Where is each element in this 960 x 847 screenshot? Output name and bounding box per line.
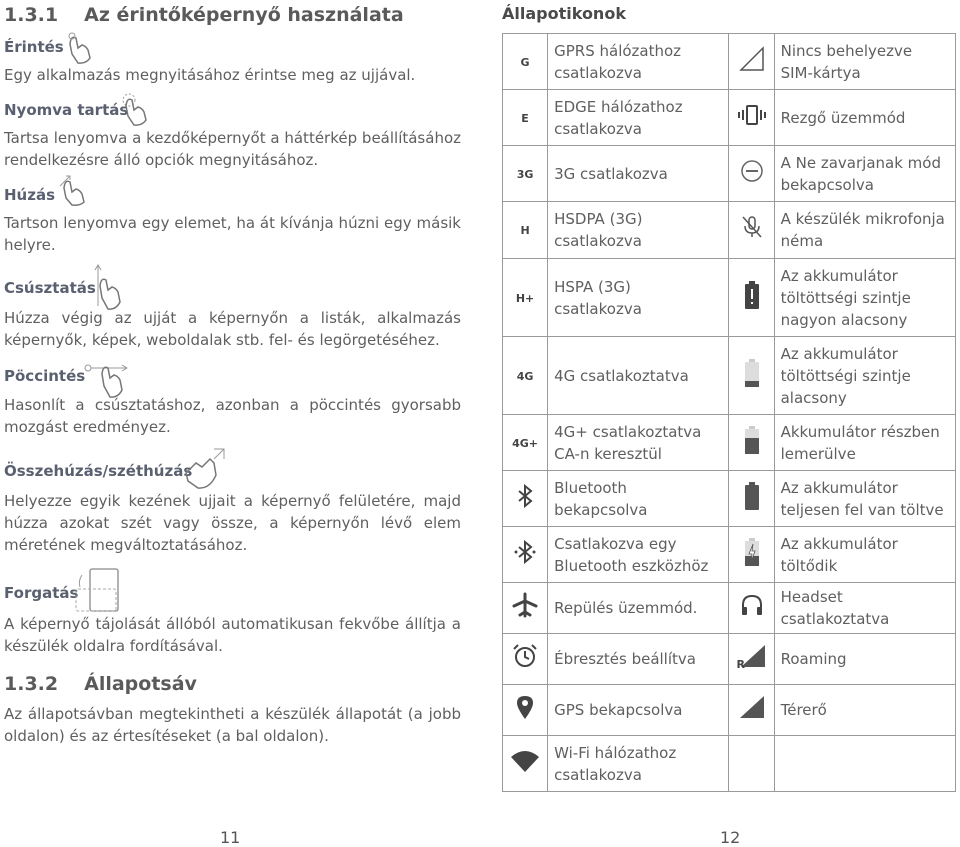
status-icons-table xyxy=(502,33,956,792)
airplane-icon xyxy=(503,583,548,634)
row-text: GPS bekapcsolva xyxy=(548,685,729,736)
row-text: Headset csatlakoztatva xyxy=(774,583,955,634)
row-text xyxy=(774,736,955,792)
table-row xyxy=(503,202,956,259)
press-hold-hand-icon xyxy=(118,92,152,126)
pinch-hand-icon xyxy=(180,445,228,491)
battery-charging-icon xyxy=(729,527,774,583)
row-text: 4G csatlakoztatva xyxy=(548,337,729,415)
table-row xyxy=(503,90,956,146)
table-row xyxy=(503,259,956,337)
gesture-title-press: Nyomva tartás xyxy=(4,101,129,119)
gesture-title-flick: Pöccintés xyxy=(4,367,86,385)
gps-icon xyxy=(503,685,548,736)
table-row xyxy=(503,337,956,415)
gesture-title-rotate: Forgatás xyxy=(4,584,79,602)
gesture-title-pinch: Összehúzás/széthúzás xyxy=(4,462,193,480)
table-row xyxy=(503,685,956,736)
page-number-left: 11 xyxy=(220,828,241,847)
rotate-phone-icon xyxy=(72,567,124,613)
gesture-text-flick: Hasonlít a csúsztatáshoz, azonban a pöccintés gyorsabb mozgást eredményez. xyxy=(4,396,461,436)
no-sim-icon xyxy=(729,34,774,90)
section2-title: 1.3.2 Állapotsáv xyxy=(4,673,197,695)
bluetooth-icon xyxy=(503,471,548,527)
4g-icon: 4G xyxy=(503,337,548,415)
row-text: A készülék mikrofonja néma xyxy=(774,202,955,259)
signal-icon xyxy=(729,685,774,736)
gesture-text-rotate: A képernyő tájolását állóból automatikusan fekvőbe állítja a készülék oldalra fordításával. xyxy=(4,615,461,655)
row-text: Wi-Fi hálózathoz csatlakozva xyxy=(548,736,729,792)
section2-text: Az állapotsávban megtekintheti a készülék állapotát (a jobb oldalon) és az értesítéseket (a bal oldalon). xyxy=(4,705,461,745)
gesture-title-drag: Húzás xyxy=(4,186,56,204)
table-row xyxy=(503,471,956,527)
table-row xyxy=(503,736,956,792)
row-text: Rezgő üzemmód xyxy=(774,90,955,146)
bluetooth-connected-icon xyxy=(503,527,548,583)
edge-icon: E xyxy=(503,90,548,146)
table-row xyxy=(503,415,956,471)
mic-muted-icon xyxy=(729,202,774,259)
gesture-text-drag: Tartson lenyomva egy elemet, ha át kívánja húzni egy másik helyre. xyxy=(4,214,461,254)
battery-partial-icon xyxy=(729,415,774,471)
empty-cell xyxy=(729,736,774,792)
gesture-text-pinch: Helyezze egyik kezének ujjait a képernyő felületére, majd húzza azokat szét vagy össze, a képernyőn lévő elem méretének megváltoztatásához. xyxy=(4,492,461,554)
table-row xyxy=(503,527,956,583)
table-row xyxy=(503,583,956,634)
table-row xyxy=(503,34,956,90)
3g-icon: 3G xyxy=(503,146,548,202)
row-text: Csatlakozva egy Bluetooth eszközhöz xyxy=(548,527,729,583)
battery-full-icon xyxy=(729,471,774,527)
battery-very-low-icon xyxy=(729,259,774,337)
row-text: Nincs behelyezve SIM-kártya xyxy=(774,34,955,90)
row-text: EDGE hálózathoz csatlakozva xyxy=(548,90,729,146)
slide-hand-icon xyxy=(88,262,128,312)
row-text: Az akkumulátor teljesen fel van töltve xyxy=(774,471,955,527)
row-text: Az akkumulátor töltöttségi szintje alacsony xyxy=(774,337,955,415)
row-text: Bluetooth bekapcsolva xyxy=(548,471,729,527)
gesture-title-slide: Csúsztatás xyxy=(4,279,96,297)
row-text: Az akkumulátor töltődik xyxy=(774,527,955,583)
row-text: Repülés üzemmód. xyxy=(548,583,729,634)
row-text: Az akkumulátor töltöttségi szintje nagyon alacsony xyxy=(774,259,955,337)
gesture-text-tap: Egy alkalmazás megnyitásához érintse meg az ujjával. xyxy=(4,66,416,84)
gprs-icon: G xyxy=(503,34,548,90)
row-text: HSDPA (3G) csatlakozva xyxy=(548,202,729,259)
row-text: Ébresztés beállítva xyxy=(548,634,729,685)
do-not-disturb-icon xyxy=(729,146,774,202)
row-text: Térerő xyxy=(774,685,955,736)
row-text: A Ne zavarjanak mód bekapcsolva xyxy=(774,146,955,202)
4g-plus-icon: 4G+ xyxy=(503,415,548,471)
alarm-icon xyxy=(503,634,548,685)
headset-icon xyxy=(729,583,774,634)
vibrate-icon xyxy=(729,90,774,146)
table-row xyxy=(503,146,956,202)
roaming-icon: R xyxy=(729,634,774,685)
hsdpa-icon: H xyxy=(503,202,548,259)
row-text: Roaming xyxy=(774,634,955,685)
row-text: GPRS hálózathoz csatlakozva xyxy=(548,34,729,90)
row-text: Akkumulátor részben lemerülve xyxy=(774,415,955,471)
hspa-icon: H+ xyxy=(503,259,548,337)
row-text: 3G csatlakozva xyxy=(548,146,729,202)
gesture-title-tap: Érintés xyxy=(4,38,64,56)
wifi-icon xyxy=(503,736,548,792)
battery-low-icon xyxy=(729,337,774,415)
row-text: 4G+ csatlakoztatva CA-n keresztül xyxy=(548,415,729,471)
status-icons-heading: Állapotikonok xyxy=(502,4,626,23)
tap-hand-icon xyxy=(62,30,96,64)
drag-hand-icon xyxy=(56,172,90,206)
section-title: 1.3.1 Az érintőképernyő használata xyxy=(4,4,404,26)
flick-hand-icon xyxy=(82,358,132,398)
table-row xyxy=(503,634,956,685)
row-text: HSPA (3G) csatlakozva xyxy=(548,259,729,337)
gesture-text-slide: Húzza végig az ujját a képernyőn a listák, alkalmazás képernyők, képek, weboldalak stb. fel- és legörgetéséhez. xyxy=(4,309,461,349)
gesture-text-press: Tartsa lenyomva a kezdőképernyőt a háttérkép beállításához rendelkezésre álló opciók megnyitásához. xyxy=(4,129,461,169)
page-number-right: 12 xyxy=(720,828,741,847)
